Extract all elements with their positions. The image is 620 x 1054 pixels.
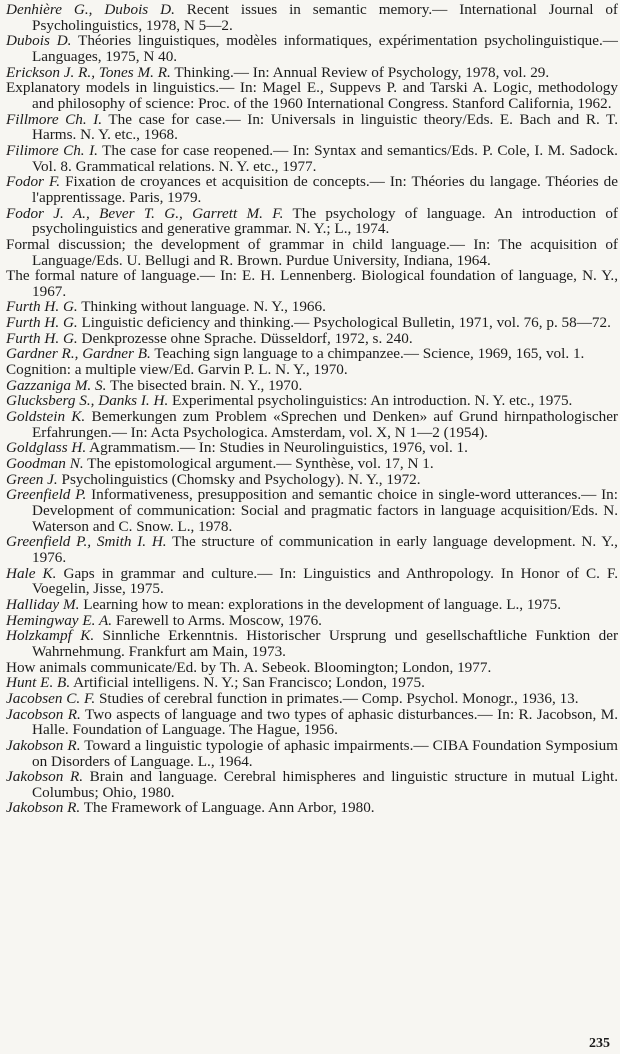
reference-author: Hale K.: [6, 564, 57, 582]
reference-author: Jakobson R.: [6, 799, 81, 817]
reference-text: Bemerkungen zum Problem «Sprechen und Denken» auf Grund hirnpathologischer Erfahrungen.— In: Acta Psychologica. Amsterdam, vol. X, N 1—2 (1954).: [32, 408, 618, 441]
reference-entry: [6, 440, 618, 456]
reference-entry: [6, 409, 618, 440]
reference-entry: [6, 33, 618, 64]
reference-author: Goodman N.: [6, 455, 84, 473]
reference-entry: [6, 143, 618, 174]
reference-text: Thinking.— In: Annual Review of Psychology, 1978, vol. 29.: [170, 63, 550, 81]
reference-author: Furth H. G.: [6, 314, 78, 332]
reference-list: [6, 2, 618, 816]
reference-text: Théories linguistiques, modèles informatiques, expérimentation psycholinguistique.— Languages, 1975, N 40.: [32, 32, 618, 65]
reference-author: Hemingway E. A.: [6, 611, 113, 629]
reference-text: The Framework of Language. Ann Arbor, 1980.: [80, 799, 375, 817]
reference-entry: [6, 112, 618, 143]
reference-text: Agrammatism.— In: Studies in Neurolinguistics, 1976, vol. 1.: [86, 439, 468, 457]
reference-text: Brain and language. Cerebral himispheres and linguistic structure in mutual Light. Columbus; Ohio, 1980.: [32, 768, 618, 801]
reference-text: Teaching sign language to a chimpanzee.— Science, 1969, 165, vol. 1.: [150, 345, 585, 363]
reference-text: The structure of communication in early language development. N. Y., 1976.: [32, 533, 618, 566]
reference-text: Informativeness, presupposition and semantic choice in single-word utterances.— In: Development of communication: Social and pragmatic factors in language acquisition/Eds. N. Waterson and C. Snow. L., 1978.: [32, 486, 618, 535]
reference-author: Glucksberg S., Danks I. H.: [6, 392, 169, 410]
reference-entry: [6, 80, 618, 111]
reference-text: Studies of cerebral function in primates.— Comp. Psychol. Monogr., 1936, 13.: [95, 689, 579, 707]
reference-author: Filimore Ch. I.: [6, 141, 98, 159]
reference-author: Gardner R., Gardner B.: [6, 345, 151, 363]
reference-author: Goldstein K.: [6, 408, 86, 426]
reference-author: Holzkampf K.: [6, 627, 95, 645]
reference-entry: [6, 597, 618, 613]
reference-entry: [6, 660, 618, 676]
reference-text: Formal discussion; the development of grammar in child language.— In: The acquisition of Language/Eds. U. Bellugi and R. Brown. Purdue University, Indiana, 1964.: [6, 235, 618, 269]
reference-author: Jakobson R.: [6, 736, 81, 754]
reference-entry: [6, 534, 618, 565]
reference-entry: [6, 2, 618, 33]
reference-entry: [6, 628, 618, 659]
reference-text: Artificial intelligens. N. Y.; San Francisco; London, 1975.: [70, 674, 425, 692]
reference-text: Farewell to Arms. Moscow, 1976.: [112, 611, 322, 629]
reference-entry: [6, 346, 618, 362]
reference-entry: [6, 65, 618, 81]
reference-author: Denhière G., Dubois D.: [6, 1, 175, 18]
reference-entry: [6, 487, 618, 534]
reference-text: The formal nature of language.— In: E. H. Lennenberg. Biological foundation of language, N. Y., 1967.: [6, 267, 618, 300]
reference-entry: [6, 206, 618, 237]
reference-text: The bisected brain. N. Y., 1970.: [106, 376, 303, 394]
reference-entry: [6, 362, 618, 378]
reference-author: Erickson J. R., Tones M. R.: [6, 63, 171, 81]
reference-author: Furth H. G.: [6, 329, 78, 347]
reference-entry: [6, 299, 618, 315]
reference-text: Explanatory models in linguistics.— In: Magel E., Suppevs P. and Tarski A. Logic, methodology and philosophy of science: Proc. of the 1960 International Congress. Stanford California, 1962.: [6, 79, 618, 112]
reference-entry: [6, 675, 618, 691]
reference-text: The case for case reopened.— In: Syntax and semantics/Eds. P. Cole, I. M. Sadock. Vol. 8. Grammatical relations. N. Y. etc., 1977.: [32, 141, 618, 175]
reference-text: Psycholinguistics (Chomsky and Psychology). N. Y., 1972.: [57, 470, 421, 488]
reference-entry: [6, 738, 618, 769]
page-number: 235: [589, 1036, 610, 1051]
reference-entry: [6, 800, 618, 816]
reference-text: The psychology of language. An introduction of psycholinguistics and generative grammar. N. Y.; L., 1974.: [32, 204, 618, 238]
reference-author: Hunt E. B.: [6, 674, 71, 692]
reference-author: Goldglass H.: [6, 439, 87, 457]
reference-author: Gazzaniga M. S.: [6, 376, 107, 394]
reference-entry: [6, 613, 618, 629]
reference-entry: [6, 393, 618, 409]
reference-author: Greenfield P., Smith I. H.: [6, 533, 167, 551]
reference-author: Fillmore Ch. I.: [6, 110, 103, 128]
reference-author: Furth H. G.: [6, 298, 78, 316]
reference-entry: [6, 566, 618, 597]
reference-entry: [6, 691, 618, 707]
reference-author: Greenfield P.: [6, 486, 87, 504]
reference-entry: [6, 769, 618, 800]
reference-author: Jacobson R.: [6, 705, 81, 723]
reference-entry: [6, 268, 618, 299]
reference-text: Denkprozesse ohne Sprache. Düsseldorf, 1972, s. 240.: [77, 329, 413, 347]
reference-author: Fodor F.: [6, 173, 61, 191]
reference-author: Dubois D.: [6, 32, 72, 50]
reference-entry: [6, 331, 618, 347]
reference-author: Jakobson R.: [6, 768, 84, 786]
reference-entry: [6, 707, 618, 738]
reference-author: Green J.: [6, 470, 58, 488]
reference-text: Thinking without language. N. Y., 1966.: [77, 298, 326, 316]
reference-author: Jacobsen C. F.: [6, 689, 96, 707]
reference-text: Two aspects of language and two types of aphasic disturbances.— In: R. Jacobson, M. Halle. Foundation of Language. The Hague, 1956.: [32, 705, 618, 739]
reference-text: The case for case.— In: Universals in linguistic theory/Eds. E. Bach and R. T. Harms. N. Y. etc., 1968.: [32, 110, 618, 144]
reference-entry: [6, 378, 618, 394]
reference-text: How animals communicate/Ed. by Th. A. Sebeok. Bloomington; London, 1977.: [6, 658, 492, 676]
reference-text: Experimental psycholinguistics: An introduction. N. Y. etc., 1975.: [168, 392, 573, 410]
reference-entry: [6, 237, 618, 268]
reference-text: Fixation de croyances et acquisition de concepts.— In: Théories du langage. Théories de l'apprentissage. Paris, 1979.: [32, 173, 618, 206]
reference-text: Cognition: a multiple view/Ed. Garvin P. L. N. Y., 1970.: [6, 361, 348, 379]
reference-entry: [6, 315, 618, 331]
reference-text: Learning how to mean: explorations in the development of language. L., 1975.: [79, 595, 562, 613]
reference-text: Sinnliche Erkenntnis. Historischer Ursprung und gesellschaftliche Funktion der Wahrnehmung. Frankfurt am Main, 1973.: [32, 627, 619, 660]
reference-text: Gaps in grammar and culture.— In: Linguistics and Anthropology. In Honor of C. F. Voegelin, Jisse, 1975.: [32, 564, 619, 598]
reference-entry: [6, 472, 618, 488]
reference-author: Halliday M.: [6, 595, 80, 613]
reference-text: Linguistic deficiency and thinking.— Psychological Bulletin, 1971, vol. 76, p. 58—72.: [77, 314, 611, 332]
reference-text: The epistomological argument.— Synthèse, vol. 17, N 1.: [83, 455, 434, 473]
reference-text: Recent issues in semantic memory.— International Journal of Psycholinguistics, 1978, N 5—2.: [32, 1, 618, 34]
reference-author: Fodor J. A., Bever T. G., Garrett M. F.: [6, 204, 284, 222]
reference-entry: [6, 174, 618, 205]
reference-entry: [6, 456, 618, 472]
reference-text: Toward a linguistic typologie of aphasic impairments.— CIBA Foundation Symposium on Disorders of Language. L., 1964.: [32, 736, 618, 770]
